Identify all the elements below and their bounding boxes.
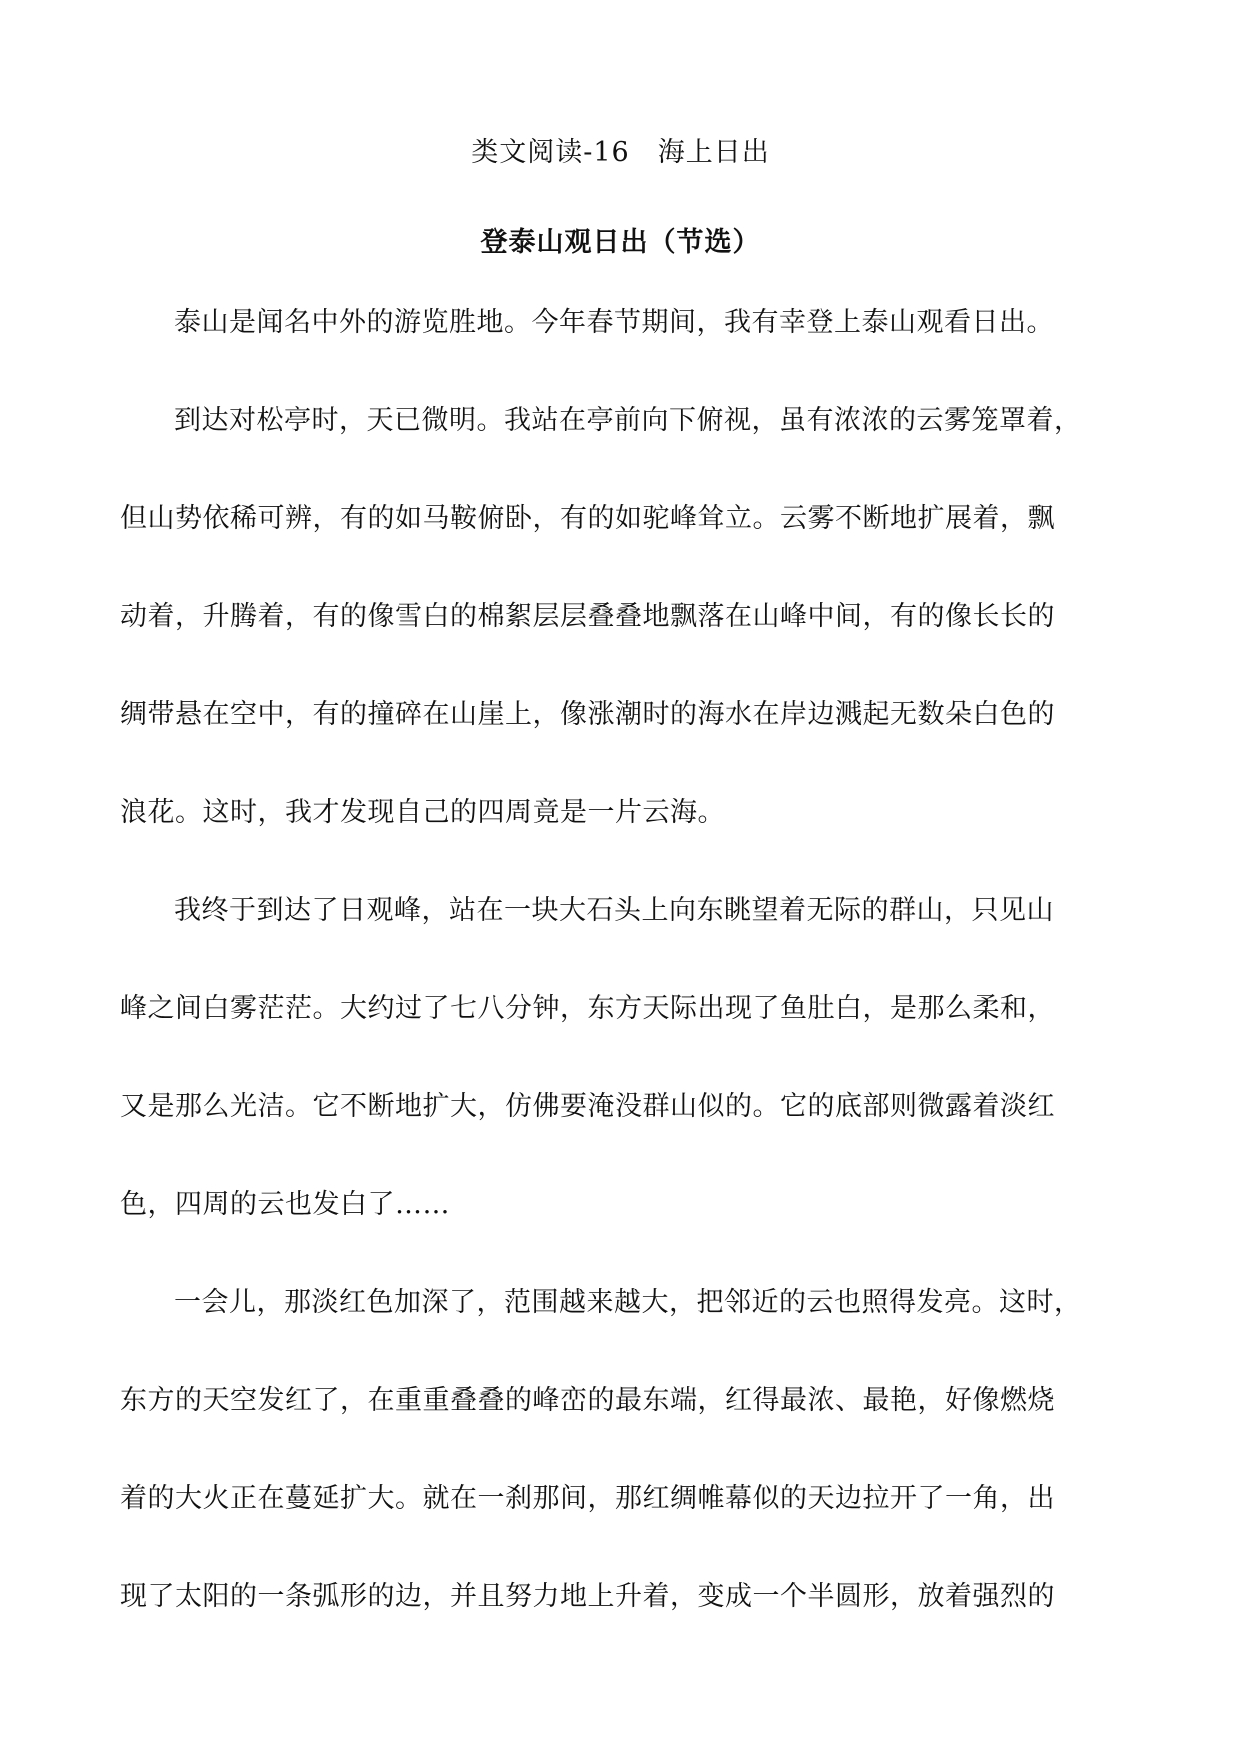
paragraph-line: 我终于到达了日观峰，站在一块大石头上向东眺望着无际的群山，只见山 [174,895,1054,926]
paragraph-line: 泰山是闻名中外的游览胜地。今年春节期间，我有幸登上泰山观看日出。 [174,307,1054,338]
paragraph-line: 浪花。这时，我才发现自己的四周竟是一片云海。 [120,797,725,828]
paragraph-line: 又是那么光洁。它不断地扩大，仿佛要淹没群山似的。它的底部则微露着淡红 [120,1091,1055,1122]
paragraph-line: 色，四周的云也发白了…… [120,1189,450,1220]
document-header-title: 类文阅读-16 海上日出 [471,137,770,168]
paragraph-line: 到达对松亭时，天已微明。我站在亭前向下俯视，虽有浓浓的云雾笼罩着， [174,405,1082,436]
paragraph-line: 峰之间白雾茫茫。大约过了七八分钟，东方天际出现了鱼肚白，是那么柔和， [120,993,1055,1024]
paragraph-line: 动着，升腾着，有的像雪白的棉絮层层叠叠地飘落在山峰中间，有的像长长的 [120,601,1055,632]
paragraph-line: 现了太阳的一条弧形的边，并且努力地上升着，变成一个半圆形，放着强烈的 [120,1581,1055,1612]
paragraph-line: 一会儿，那淡红色加深了，范围越来越大，把邻近的云也照得发亮。这时， [174,1287,1082,1318]
paragraph-line: 绸带悬在空中，有的撞碎在山崖上，像涨潮时的海水在岸边溅起无数朵白色的 [120,699,1055,730]
paragraph-line: 着的大火正在蔓延扩大。就在一刹那间，那红绸帷幕似的天边拉开了一角，出 [120,1483,1055,1514]
paragraph-line: 但山势依稀可辨，有的如马鞍俯卧，有的如驼峰耸立。云雾不断地扩展着，飘 [120,503,1055,534]
article-title: 登泰山观日出（节选） [480,227,761,258]
paragraph-line: 东方的天空发红了，在重重叠叠的峰峦的最东端，红得最浓、最艳，好像燃烧 [120,1385,1055,1416]
